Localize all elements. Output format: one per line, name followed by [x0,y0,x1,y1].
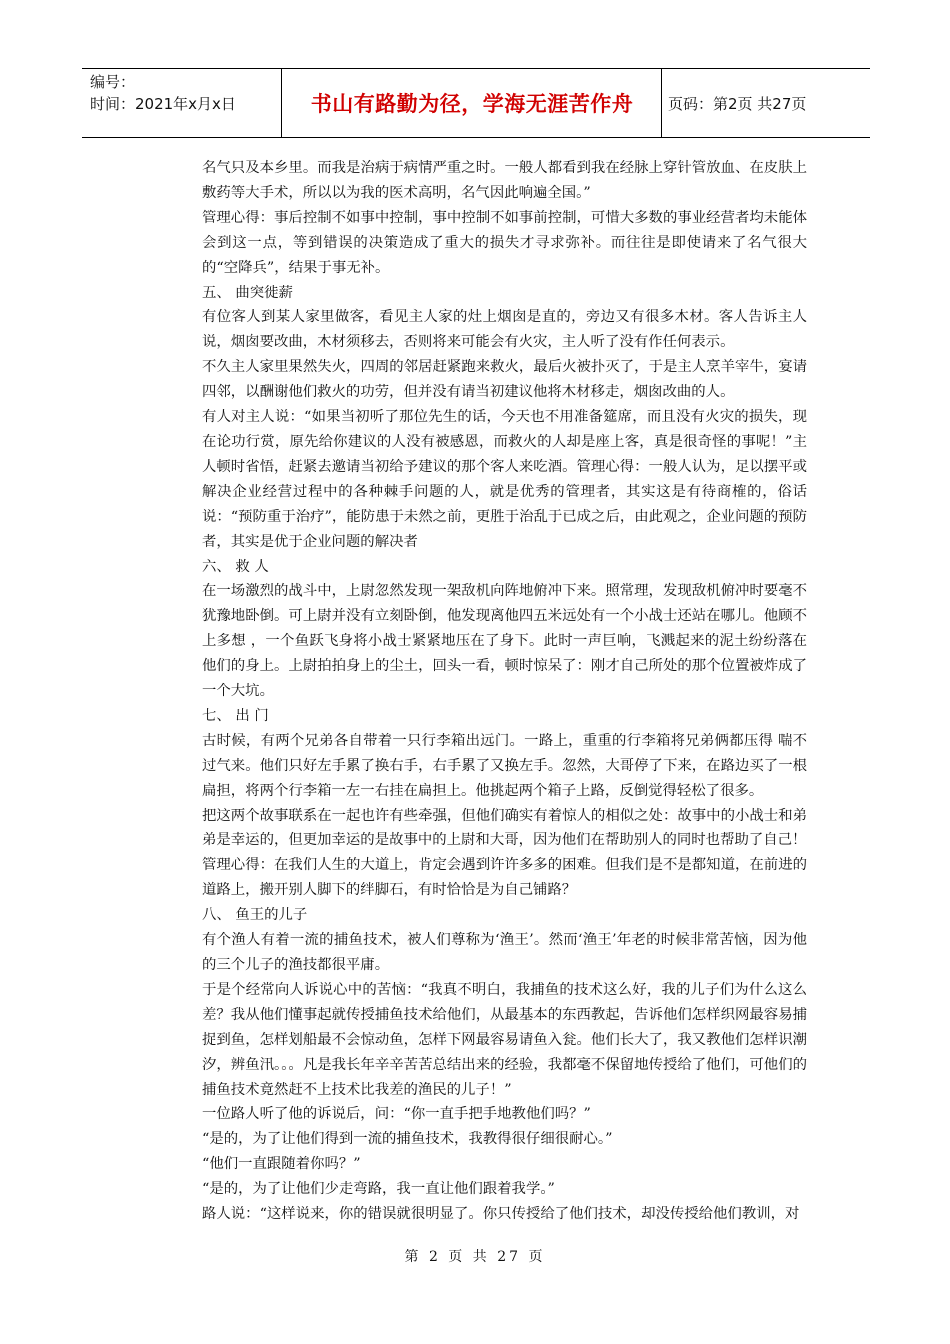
paragraph: 不久主人家里果然失火，四周的邻居赶紧跑来救火，最后火被扑灭了，于是主人烹羊宰牛，宴请四邻，以酬谢他们救火的功劳，但并没有请当初建议他将木材移走，烟囱改曲的人。 [202,359,807,401]
header-meta-cell [82,69,282,137]
header-page-code: 页码：第2页 共27页 [668,94,807,113]
document-date-label: 时间：2021年x月x日 [90,95,236,113]
section-heading: 五、 曲突徙薪 [202,284,293,301]
section-heading: 八、 鱼王的儿子 [202,907,308,924]
paragraph: 有位客人到某人家里做客，看见主人家的灶上烟囱是直的，旁边又有很多木材。客人告诉主人说，烟囱要改曲，木材须移去，否则将来可能会有火灾，主人听了没有作任何表示。 [202,309,807,351]
paragraph: “是的，为了让他们少走弯路，我一直让他们跟着我学。” [202,1181,555,1198]
paragraph: 一位路人听了他的诉说后，问：“你一直手把手地教他们吗？” [202,1106,591,1123]
paragraph: 管理心得：在我们人生的大道上，肯定会遇到许许多多的困难。但我们是不是都知道，在前进的道路上，搬开别人脚下的绊脚石，有时恰恰是为自己铺路？ [202,857,807,899]
paragraph: 于是个经常向人诉说心中的苦恼：“我真不明白，我捕鱼的技术这么好，我的儿子们为什么这么差？我从他们懂事起就传授捕鱼技术给他们，从最基本的东西教起，告诉他们怎样织网最容易捕捉到鱼，怎样划船最不会惊动鱼，怎样下网最容易请鱼入瓮。他们长大了，我又教他们怎样识潮汐，辨鱼汛。。。凡是我长年辛辛苦苦总结出来的经验，我都毫不保留地传授给了他们，可他们的捕鱼技术竟然赶不上技术比我差的渔民的儿子！” [202,981,807,1098]
section-heading: 六、 救 人 [202,558,269,575]
header-motto: 书山有路勤为径，学海无涯苦作舟 [283,69,662,137]
paragraph: 名气只及本乡里。而我是治病于病情严重之时。一般人都看到我在经脉上穿针管放血、在皮肤上敷药等大手术，所以以为我的医术高明，名气因此响遍全国。” [202,160,807,201]
paragraph: 古时候，有两个兄弟各自带着一只行李箱出远门。一路上，重重的行李箱将兄弟俩都压得 喘不过气来。他们只好左手累了换右手，右手累了又换左手。忽然，大哥停了下来，在路边买了一根扁担，将两个行李箱一左一右挂在扁担上。他挑起两个箱子上路，反倒觉得轻松了很多。 [202,732,807,799]
paragraph: 在一场激烈的战斗中，上尉忽然发现一架敌机向阵地俯冲下来。照常理，发现敌机俯冲时要毫不犹豫地卧倒。可上尉并没有立刻卧倒，他发现离他四五米远处有一个小战士还站在哪儿。他顾不上多想 ，一个鱼跃飞身将小战士紧紧地压在了身下。此时一声巨响，飞溅起来的泥土纷纷落在他们的身上。上尉拍拍身上的尘土，回头一看，顿时惊呆了：刚才自己所处的那个位置被炸成了一个大坑。 [202,583,807,700]
document-number-label: 编号： [90,73,136,91]
paragraph: 管理心得：事后控制不如事中控制，事中控制不如事前控制，可惜大多数的事业经营者均未能体会到这一点，等到错误的决策造成了重大的损失才寻求弥补。而往往是即使请来了名气很大的“空降兵”，结果于事无补。 [202,209,807,276]
paragraph: 有个渔人有着一流的捕鱼技术，被人们尊称为‘渔王’。然而‘渔王’年老的时候非常苦恼，因为他的三个儿子的渔技都很平庸。 [202,932,807,973]
document-body [202,156,807,1227]
page-header [82,68,870,138]
paragraph: “他们一直跟随着你吗？” [202,1156,361,1173]
page-footer: 第 2 页 共 27 页 [404,1249,546,1265]
paragraph: 路人说：“这样说来，你的错误就很明显了。你只传授给了他们技术，却没传授给他们教训，对 [202,1206,800,1223]
paragraph: 把这两个故事联系在一起也许有些牵强，但他们确实有着惊人的相似之处：故事中的小战士和弟弟是幸运的，但更加幸运的是故事中的上尉和大哥，因为他们在帮助别人的同时也帮助了自己！ [202,807,807,849]
section-heading: 七、 出 门 [202,707,269,724]
paragraph: 有人对主人说：“如果当初听了那位先生的话，今天也不用准备筵席，而且没有火灾的损失，现在论功行赏，原先给你建议的人没有被感恩，而救火的人却是座上客，真是很奇怪的事呢！”主人顿时省悟，赶紧去邀请当初给予建议的那个客人来吃酒。管理心得：一般人认为，足以摆平或解决企业经营过程中的各种棘手问题的人，就是优秀的管理者，其实这是有待商榷的，俗话说：“预防重于治疗”，能防患于未然之前，更胜于治乱于已成之后，由此观之，企业问题的预防者，其实是优于企业问题的解决者 [202,409,807,550]
paragraph: “是的，为了让他们得到一流的捕鱼技术，我教得很仔细很耐心。” [202,1131,613,1148]
